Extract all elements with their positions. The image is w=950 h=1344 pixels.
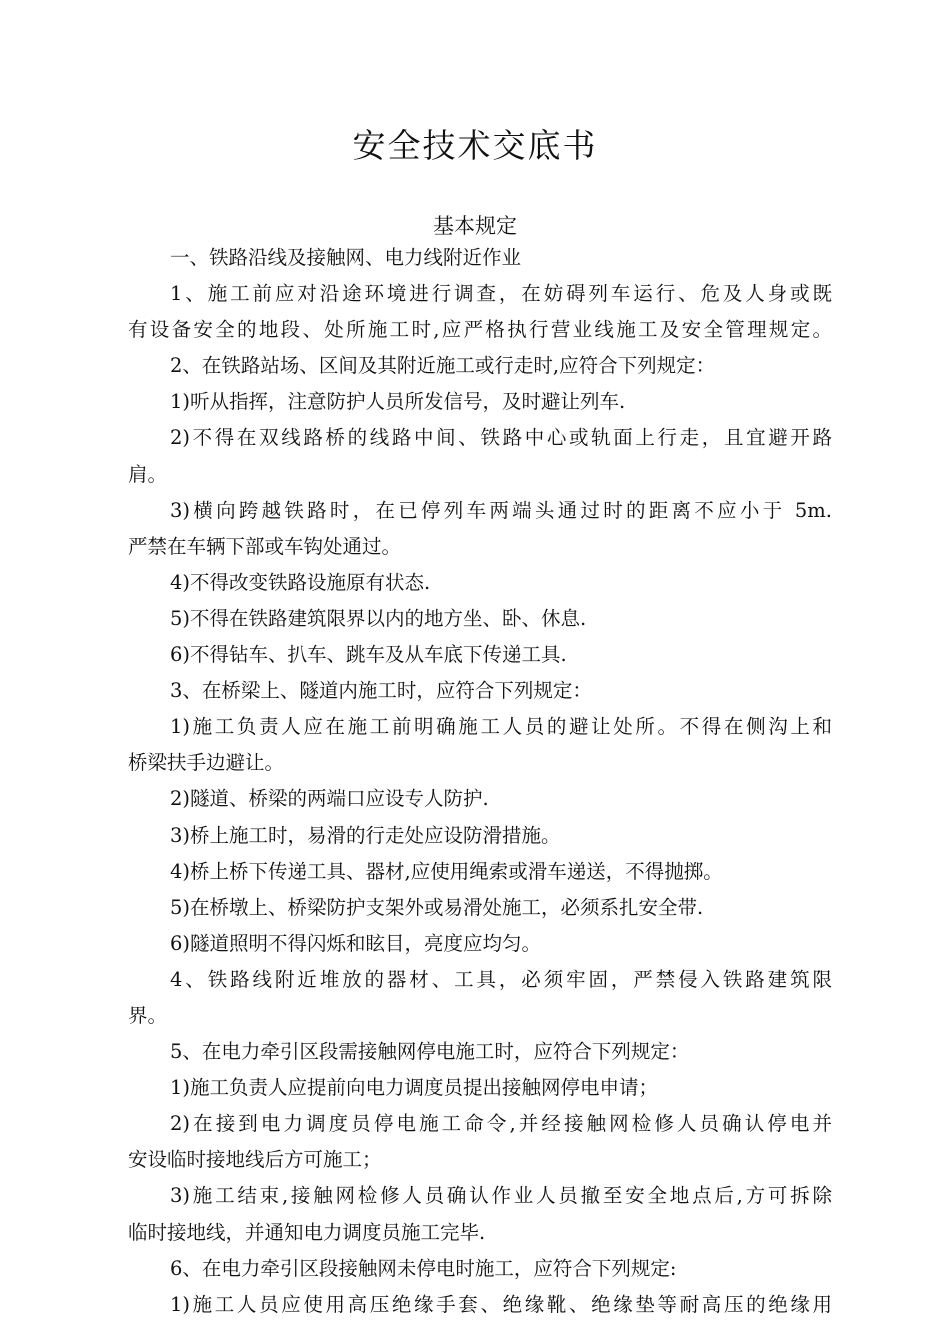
text-line: 1)施工人员应使用高压绝缘手套、绝缘靴、绝缘垫等耐高压的绝缘用: [170, 1292, 832, 1316]
text-line: 5)不得在铁路建筑限界以内的地方坐、卧、休息.: [170, 606, 587, 630]
text-line: 6)隧道照明不得闪烁和眩目，亮度应均匀。: [170, 931, 542, 955]
text-line: 2、在铁路站场、区间及其附近施工或行走时,应符合下列规定：: [170, 354, 716, 378]
text-line: 一、铁路沿线及接触网、电力线附近作业: [170, 246, 522, 269]
text-line: 临时接地线，并通知电力调度员施工完毕.: [128, 1220, 486, 1244]
text-line: 5)在桥墩上、桥梁防护支架外或易滑处施工，必须系扎安全带.: [170, 895, 704, 919]
text-line: 3)横向跨越铁路时，在已停列车两端头通过时的距离不应小于 5m.: [170, 498, 832, 522]
text-line: 3)桥上施工时，易滑的行走处应设防滑措施。: [170, 823, 561, 847]
text-line: 肩。: [128, 462, 168, 486]
text-line: 6、在电力牵引区段接触网未停电时施工，应符合下列规定:: [170, 1256, 677, 1280]
document-title: 安全技术交底书: [352, 126, 598, 165]
text-line: 6)不得钻车、扒车、跳车及从车底下传递工具.: [170, 643, 567, 667]
text-line: 3、在桥梁上、隧道内施工时，应符合下列规定：: [170, 679, 592, 703]
section-title: 基本规定: [433, 214, 517, 238]
text-line: 严禁在车辆下部或车钩处通过。: [128, 534, 402, 558]
text-line: 界。: [128, 1003, 168, 1027]
text-line: 1)听从指挥，注意防护人员所发信号，及时避让列车.: [170, 390, 626, 414]
text-line: 安设临时接地线后方可施工；: [128, 1148, 382, 1172]
text-line: 1)施工负责人应提前向电力调度员提出接触网停电申请；: [170, 1076, 659, 1100]
text-line: 4)桥上桥下传递工具、器材,应使用绳索或滑车递送，不得抛掷。: [170, 859, 723, 883]
document-body: [128, 240, 832, 1323]
text-line: 4、铁路线附近堆放的器材、工具，必须牢固，严禁侵入铁路建筑限: [170, 967, 832, 991]
text-line: 桥梁扶手边避让。: [128, 751, 285, 775]
text-line: 2)不得在双线路桥的线路中间、铁路中心或轨面上行走，且宜避开路: [170, 426, 832, 450]
text-line: 3)施工结束,接触网检修人员确认作业人员撤至安全地点后,方可拆除: [170, 1184, 832, 1208]
text-line: 1、施工前应对沿途环境进行调查，在妨碍列车运行、危及人身或既: [170, 282, 832, 306]
text-line: 有设备安全的地段、处所施工时,应严格执行营业线施工及安全管理规定。: [128, 318, 832, 342]
text-line: 4)不得改变铁路设施原有状态.: [170, 570, 431, 594]
text-line: 2)在接到电力调度员停电施工命令,并经接触网检修人员确认停电并: [170, 1112, 832, 1136]
text-line: 1)施工负责人应在施工前明确施工人员的避让处所。不得在侧沟上和: [170, 715, 832, 739]
text-line: 5、在电力牵引区段需接触网停电施工时，应符合下列规定：: [170, 1040, 690, 1064]
text-line: 2)隧道、桥梁的两端口应设专人防护.: [170, 787, 489, 811]
